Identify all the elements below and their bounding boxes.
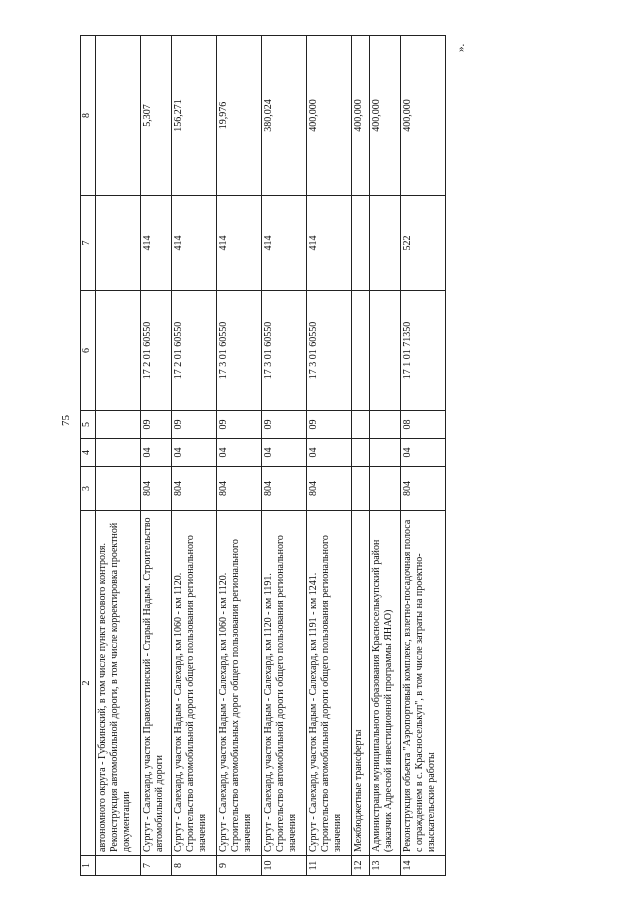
- table-row: [217, 36, 262, 876]
- row-number: 14: [400, 856, 445, 876]
- budget-table: [80, 35, 446, 876]
- cell-8: [96, 36, 141, 196]
- cell-6: [369, 291, 400, 411]
- row-name: Сургут - Салехард, участок Надым - Салехард, км 1060 - км 1120. Строительство автомобильной дороги общего пользования регионального значения: [172, 511, 217, 856]
- cell-8: 400,000: [400, 36, 445, 196]
- cell-6: 17 1 01 71350: [400, 291, 445, 411]
- row-name: Сургут - Салехард, участок Правохеттинский - Старый Надым. Строительство автомобильной дороги: [141, 511, 172, 856]
- header-cell: 5: [81, 411, 96, 439]
- cell-7: 414: [307, 196, 352, 291]
- cell-5: 09: [141, 411, 172, 439]
- cell-5: 09: [262, 411, 307, 439]
- page-number: 75: [60, 415, 72, 426]
- table-row: [141, 36, 172, 876]
- row-number: 11: [307, 856, 352, 876]
- cell-6: 17 2 01 60550: [172, 291, 217, 411]
- cell-4: 04: [262, 439, 307, 467]
- table-row: [369, 36, 400, 876]
- cell-6: [96, 291, 141, 411]
- cell-7: 414: [262, 196, 307, 291]
- cell-3: 804: [172, 467, 217, 511]
- row-number: 9: [217, 856, 262, 876]
- header-cell: 1: [81, 856, 96, 876]
- cell-6: 17 3 01 60550: [262, 291, 307, 411]
- cell-3: [96, 467, 141, 511]
- cell-4: 04: [217, 439, 262, 467]
- table-header-row: [81, 36, 96, 876]
- cell-7: 414: [217, 196, 262, 291]
- cell-5: [96, 411, 141, 439]
- row-number: 13: [369, 856, 400, 876]
- cell-3: 804: [141, 467, 172, 511]
- cell-8: 400,000: [352, 36, 369, 196]
- table-row: [262, 36, 307, 876]
- table-wrapper: [80, 36, 446, 876]
- cell-8: 380,024: [262, 36, 307, 196]
- closing-quote: ».: [455, 43, 467, 52]
- cell-3: 804: [262, 467, 307, 511]
- row-name: автономного округа - Губкинский, в том числе пункт весового контроля. Реконструкция автомобильной дороги, в том числе корректировка проектной документации: [96, 511, 141, 856]
- cell-3: 804: [307, 467, 352, 511]
- header-cell: 4: [81, 439, 96, 467]
- cell-8: 5,307: [141, 36, 172, 196]
- header-cell: 8: [81, 36, 96, 196]
- cell-5: 09: [307, 411, 352, 439]
- cell-4: [369, 439, 400, 467]
- cell-6: [352, 291, 369, 411]
- cell-5: [352, 411, 369, 439]
- row-name: Сургут - Салехард, участок Надым - Салехард, км 1060 - км 1120. Строительство автомобильных дорог общего пользования регионального значения: [217, 511, 262, 856]
- cell-7: 414: [141, 196, 172, 291]
- cell-4: [352, 439, 369, 467]
- row-number: [96, 856, 141, 876]
- table-row: [96, 36, 141, 876]
- cell-6: 17 3 01 60550: [217, 291, 262, 411]
- table-row: [400, 36, 445, 876]
- table-row: [172, 36, 217, 876]
- cell-7: [352, 196, 369, 291]
- cell-4: 04: [172, 439, 217, 467]
- row-name: Сургут - Салехард, участок Надым - Салехард, км 1191 - км 1241. Строительство автомобильной дороги общего пользования регионального значения: [307, 511, 352, 856]
- cell-7: [369, 196, 400, 291]
- cell-5: 08: [400, 411, 445, 439]
- cell-4: 04: [400, 439, 445, 467]
- cell-6: 17 2 01 60550: [141, 291, 172, 411]
- row-name: Сургут - Салехард, участок Надым - Салехард, км 1120 - км 1191. Строительство автомобильной дороги общего пользования регионального значения: [262, 511, 307, 856]
- cell-5: 09: [172, 411, 217, 439]
- cell-5: 09: [217, 411, 262, 439]
- cell-8: 400,000: [307, 36, 352, 196]
- cell-7: 414: [172, 196, 217, 291]
- cell-4: [96, 439, 141, 467]
- header-cell: 3: [81, 467, 96, 511]
- cell-3: [352, 467, 369, 511]
- row-number: 12: [352, 856, 369, 876]
- header-cell: 7: [81, 196, 96, 291]
- row-name: Реконструкция объекта "Аэропортовый комплекс, взлетно-посадочная полоса с ограждением в с. Красноселькуп", в том числе затраты на проектно-изыскательские работы: [400, 511, 445, 856]
- row-name: Межбюджетные трансферты: [352, 511, 369, 856]
- cell-4: 04: [307, 439, 352, 467]
- row-number: 7: [141, 856, 172, 876]
- cell-8: 400,000: [369, 36, 400, 196]
- cell-7: 522: [400, 196, 445, 291]
- row-name: Администрация муниципального образования Красноселькупский район (заказчик Адресной инвестиционной программы ЯНАО): [369, 511, 400, 856]
- cell-3: 804: [217, 467, 262, 511]
- cell-3: 804: [400, 467, 445, 511]
- cell-8: 156,271: [172, 36, 217, 196]
- cell-8: 19,976: [217, 36, 262, 196]
- cell-3: [369, 467, 400, 511]
- cell-6: 17 3 01 60550: [307, 291, 352, 411]
- cell-7: [96, 196, 141, 291]
- header-cell: 6: [81, 291, 96, 411]
- row-number: 10: [262, 856, 307, 876]
- cell-5: [369, 411, 400, 439]
- table-row: [352, 36, 369, 876]
- row-number: 8: [172, 856, 217, 876]
- cell-4: 04: [141, 439, 172, 467]
- table-row: [307, 36, 352, 876]
- header-cell: 2: [81, 511, 96, 856]
